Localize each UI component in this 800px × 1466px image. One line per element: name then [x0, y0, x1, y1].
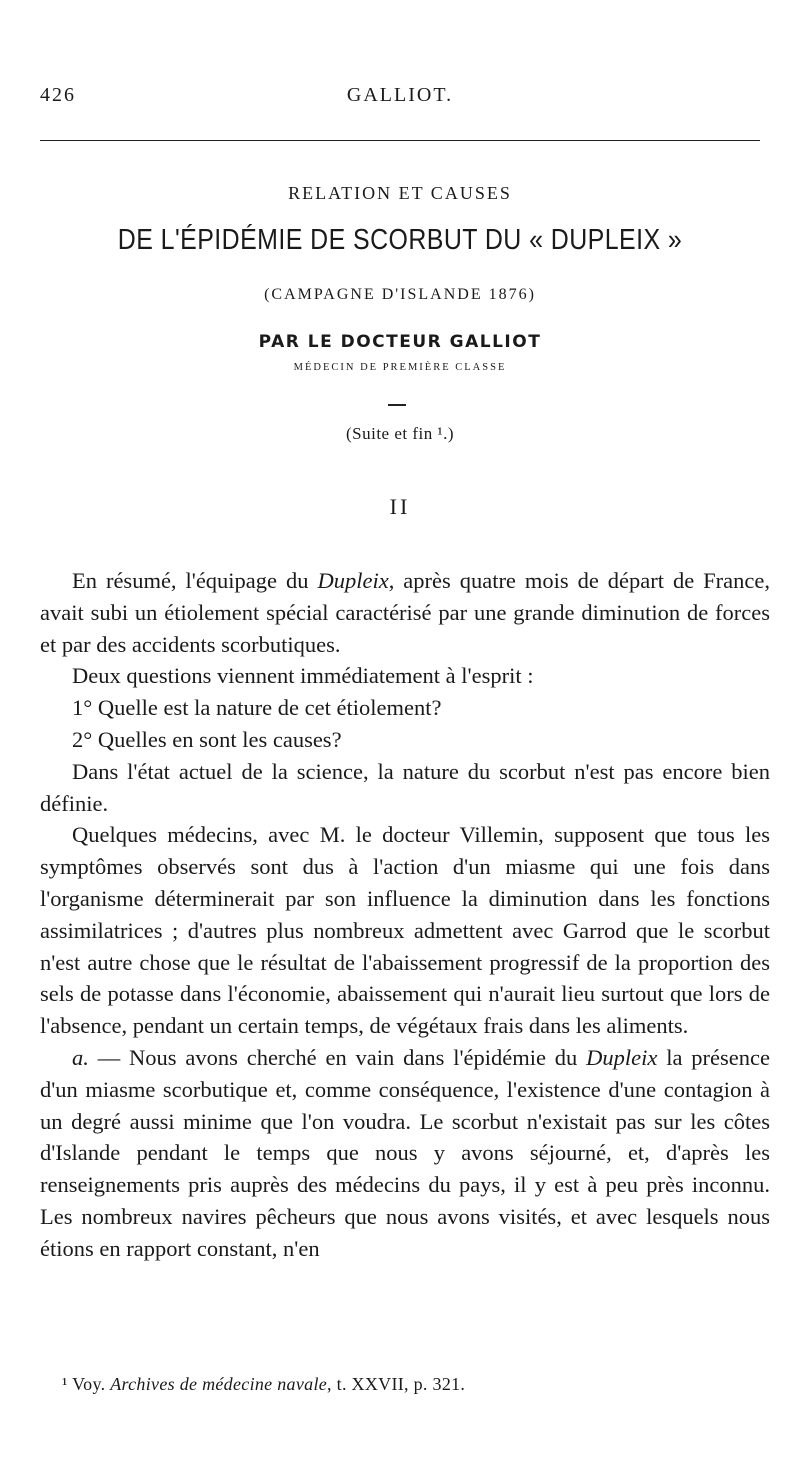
running-author: GALLIOT.: [346, 84, 454, 106]
paragraph: Dans l'état actuel de la science, la nature du scorbut n'est pas encore bien définie.: [40, 758, 770, 816]
paragraph: a. — Nous avons cherché en vain dans l'épidémie du Dupleix la présence d'un miasme scorbutique et, comme conséquence, l'existence d'une contagion à un degré aussi minime que l'on voudra. Le scorbut n'existait pas sur les côtes d'Islande pendant le temps que nous y avons séjourné, et, d'après les renseignements pris auprès des médecins du pays, il y est à peu près inconnu. Les nombreux navires pêcheurs que nous avons visités, et avec lesquels nous étions en rapport constant, n'en: [40, 1044, 770, 1261]
footnote: ¹ Voy. Archives de médecine navale, t. XXVII, p. 321.: [62, 1374, 466, 1394]
article-title: DE L'ÉPIDÉMIE DE SCORBUT DU « DUPLEIX »: [117, 224, 683, 256]
paragraph: Deux questions viennent immédiatement à l'esprit :: [72, 663, 534, 689]
item-letter: a.: [72, 1044, 89, 1070]
header-rule: [40, 140, 760, 141]
title-line-1: RELATION ET CAUSES: [288, 183, 512, 203]
ship-name: Dupleix: [586, 1044, 658, 1070]
continuation-note: (Suite et fin ¹.): [345, 424, 455, 443]
author-rank: MÉDECIN DE PREMIÈRE CLASSE: [293, 362, 507, 373]
section-number: II: [389, 494, 411, 519]
journal-title: Archives de médecine navale: [110, 1374, 328, 1394]
title-separator: [388, 404, 406, 406]
footnote-marker: ¹: [62, 1374, 68, 1394]
title-subtitle: (CAMPAGNE D'ISLANDE 1876): [264, 286, 536, 303]
paragraph: Quelques médecins, avec M. le docteur Villemin, supposent que tous les symptômes observés sont dus à l'action d'un miasme qui une fois dans l'organisme déterminerait par son influence la diminution dans les fonctions assimilatrices ; d'autres plus nombreux admettent avec Garrod que le scorbut n'est autre chose que le résultat de l'abaissement progressif de la proportion des sels de potasse dans l'économie, abaissement qui n'aurait lieu surtout que lors de l'absence, pendant un certain temps, de végétaux frais dans les aliments.: [40, 822, 770, 1039]
page-number: 426: [40, 84, 76, 106]
paragraph: En résumé, l'équipage du Dupleix, après quatre mois de départ de France, avait subi un étiolement spécial caractérisé par une grande diminution de forces et par des accidents scorbutiques.: [40, 568, 771, 657]
paragraph: 2° Quelles en sont les causes?: [72, 726, 342, 752]
running-header: [40, 84, 760, 114]
author-line: PAR LE DOCTEUR GALLIOT: [258, 332, 542, 352]
ship-name: Dupleix: [317, 568, 389, 593]
paragraph: 1° Quelle est la nature de cet étiolement?: [72, 695, 442, 721]
body-text: [40, 565, 770, 1265]
